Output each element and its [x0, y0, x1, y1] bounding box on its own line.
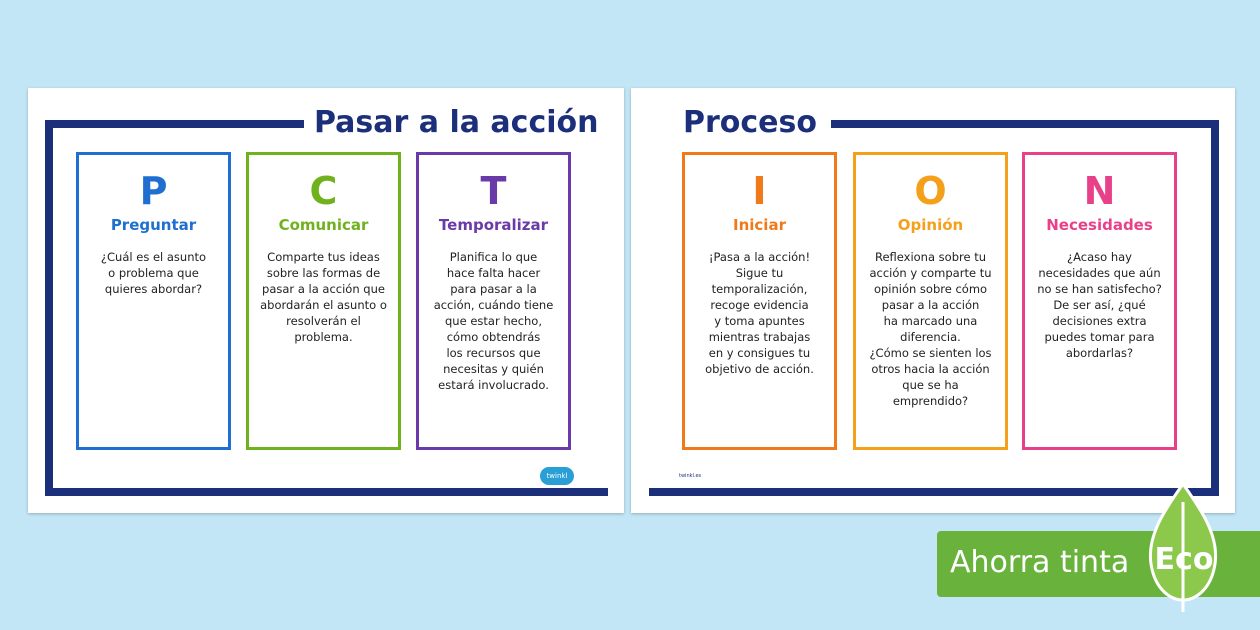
- page-title: Pasar a la acción: [304, 102, 609, 144]
- card-description: Planifica lo que hace falta hacer para pasar a la acción, cuándo tiene que estar hecho, cómo obtendrás los recursos que necesitas y quién estará involucrado.: [433, 250, 554, 392]
- card-word: Opinión: [897, 216, 964, 234]
- card-word: Preguntar: [110, 216, 197, 234]
- card-temporalizar: [416, 152, 571, 450]
- card-word: Comunicar: [278, 216, 369, 234]
- card-necesidades: [1022, 152, 1177, 450]
- card-description: ¿Cuál es el asunto o problema que quieres abordar?: [100, 250, 207, 296]
- frame-bottom-bar: [45, 488, 608, 496]
- card-comunicar: [246, 152, 401, 450]
- twinkl-logo: twinkl: [540, 467, 574, 485]
- card-letter: T: [480, 169, 507, 213]
- card-description: Reflexiona sobre tu acción y comparte tu opinión sobre cómo pasar a la acción ha marcado una diferencia. ¿Cómo se sienten los otros hacia la acción que se ha emprendido?: [869, 250, 992, 408]
- eco-badge: Eco: [1154, 542, 1214, 577]
- card-description: ¡Pasa a la acción! Sigue tu temporalización, recoge evidencia y toma apuntes mientras trabajas en y consigues tu objetivo de acción.: [705, 250, 814, 376]
- card-word: Necesidades: [1046, 216, 1153, 234]
- card-word: Temporalizar: [438, 216, 549, 234]
- card-description: ¿Acaso hay necesidades que aún no se han satisfecho? De ser así, ¿qué decisiones extra puedes tomar para abordarlas?: [1037, 250, 1162, 360]
- card-description: Comparte tus ideas sobre las formas de pasar a la acción que abordarán el asunto o resolverán el problema.: [260, 250, 387, 344]
- card-preguntar: [76, 152, 231, 450]
- frame-bottom-bar: [649, 488, 1219, 496]
- frame-top-bar: [45, 120, 305, 128]
- frame-right-bar: [1211, 120, 1219, 496]
- card-opinion: [853, 152, 1008, 450]
- card-iniciar: [682, 152, 837, 450]
- card-letter: O: [914, 169, 947, 213]
- footer-url: twinkl.es: [679, 473, 702, 479]
- page-title: Proceso: [673, 102, 827, 144]
- card-letter: I: [752, 169, 767, 213]
- frame-top-bar: [831, 120, 1219, 128]
- card-word: Iniciar: [733, 216, 786, 234]
- left-page: [28, 88, 624, 513]
- eco-banner-label: Ahorra tinta: [950, 545, 1130, 580]
- card-letter: N: [1083, 169, 1116, 213]
- card-letter: P: [139, 169, 168, 213]
- right-page: [631, 88, 1235, 513]
- frame-left-bar: [45, 120, 53, 496]
- card-letter: C: [309, 169, 338, 213]
